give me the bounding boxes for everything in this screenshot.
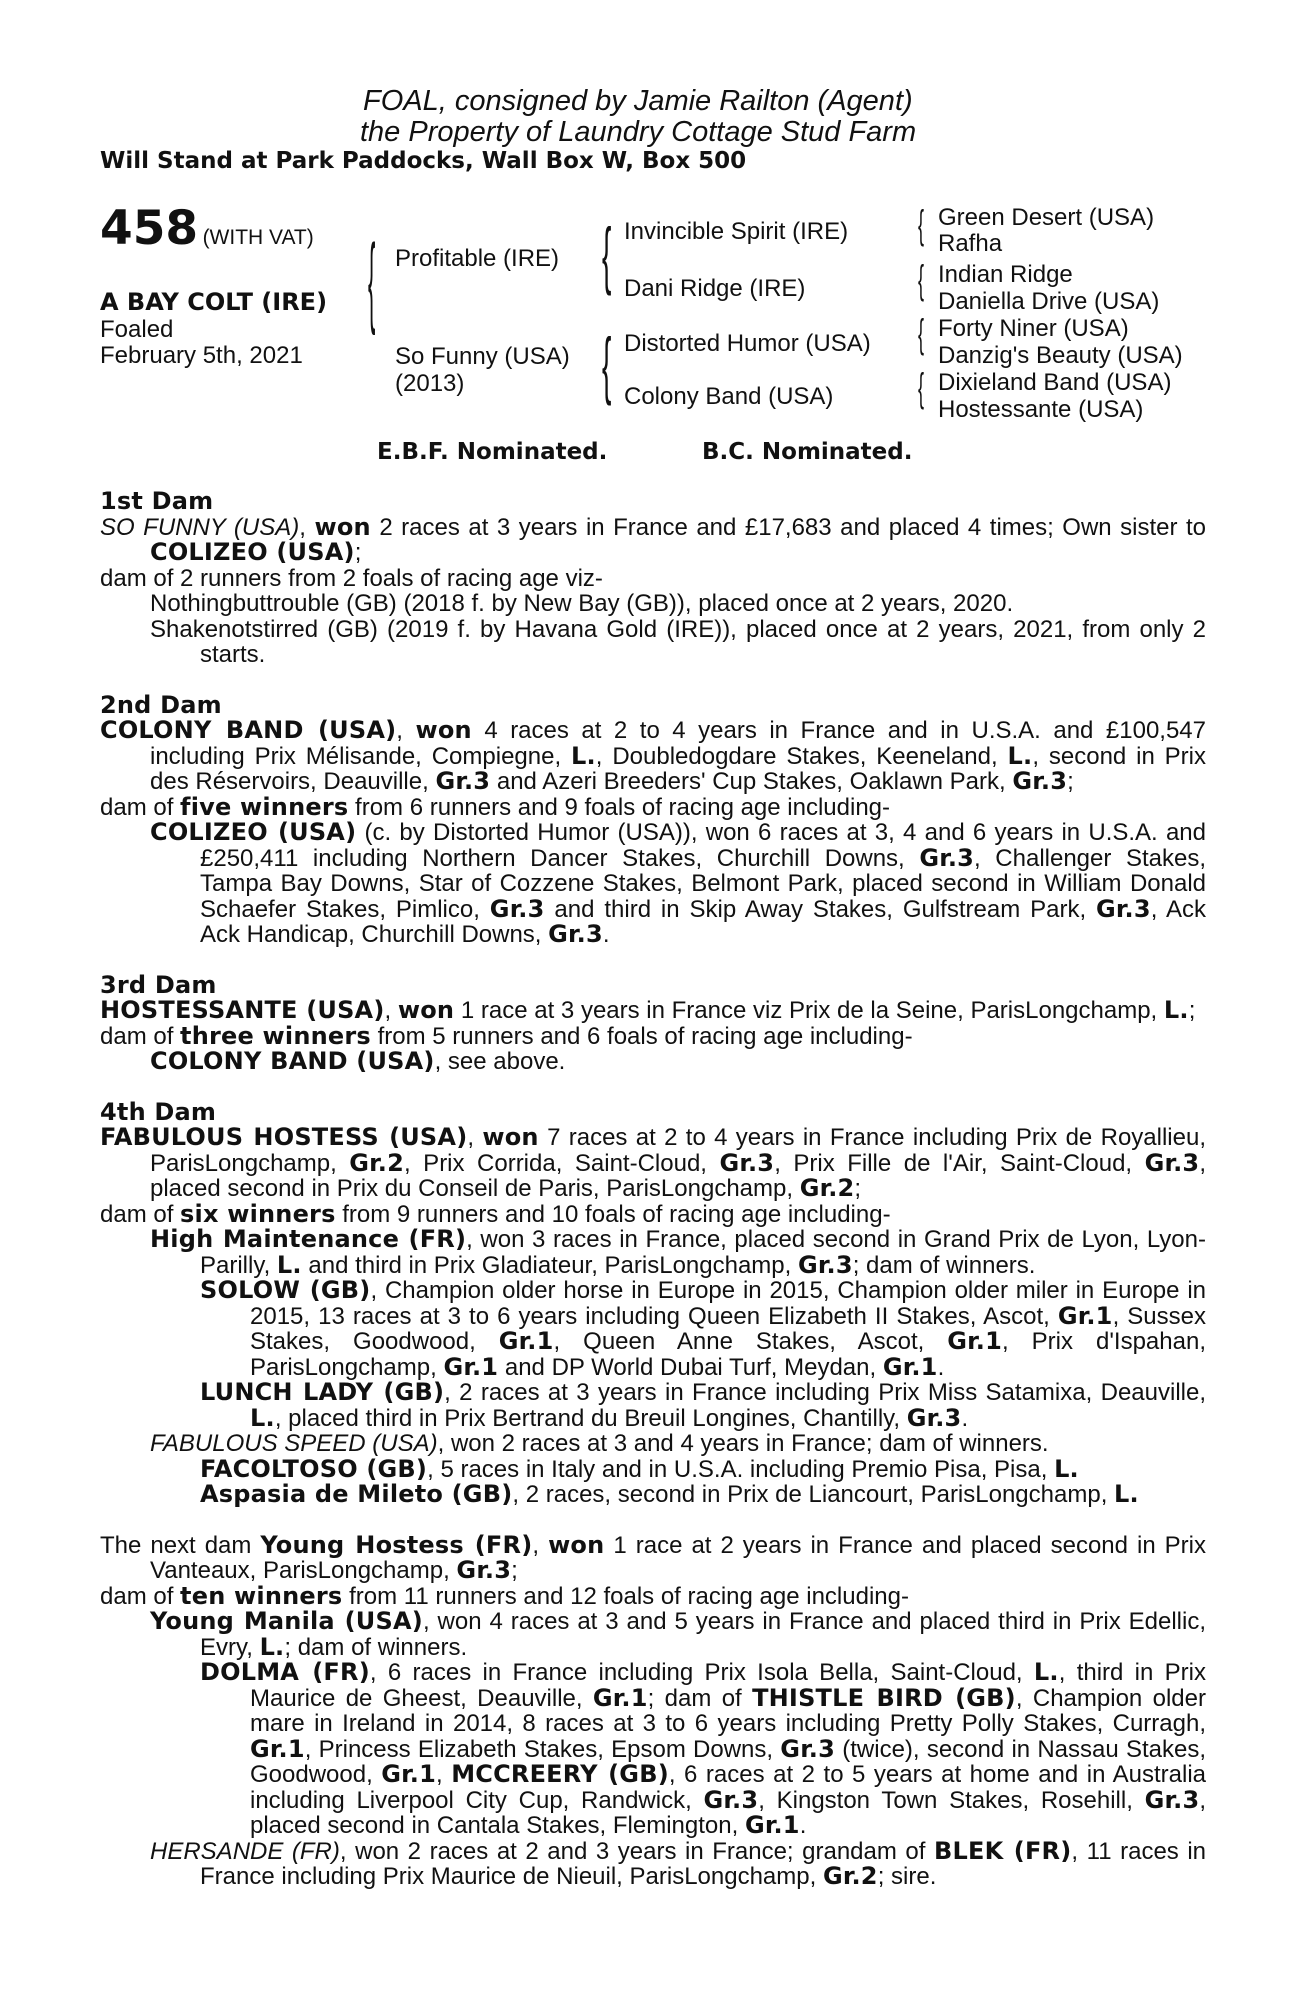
offspring-line: COLIZEO (USA) (c. by Distorted Humor (USA)), won 6 races at 3, 4 and 6 years in U.S.A. and £250,411 including Northern Dancer Stakes, Churchill Downs, Gr.3, Challenger Stakes, Tampa Bay Downs, Star of Cozzene Stakes, Belmont Park, placed second in William Donald Schaefer Stakes, Pimlico, Gr.3 and third in Skip Away Stakes, Gulfstream Park, Gr.3, Ack Ack Handicap, Churchill Downs, Gr.3.: [150, 818, 1207, 948]
granddam-1: Rafha: [938, 230, 1003, 257]
third-dam-section: [100, 970, 1206, 1075]
offspring-line: Young Manila (USA), won 4 races at 3 and 5 years in France and placed third in Prix Edellic, Evry, L.; dam of winners.: [150, 1607, 1206, 1661]
pedigree-brace-dam: {: [602, 323, 612, 406]
section-heading: 4th Dam: [100, 1097, 217, 1126]
offspring-line: LUNCH LADY (GB), 2 races at 3 years in France including Prix Miss Satamixa, Deauville, L., placed third in Prix Bertrand du Breuil Longines, Chantilly, Gr.3.: [200, 1378, 1206, 1432]
grandsire-4: Dixieland Band (USA): [938, 369, 1172, 396]
grandsire-2: Indian Ridge: [938, 261, 1073, 288]
sire-sire: Invincible Spirit (IRE): [624, 218, 849, 245]
offspring-line: Aspasia de Mileto (GB), 2 races, second in Prix de Liancourt, ParisLongchamp, L.: [200, 1480, 1139, 1508]
pedigree-brace-g34: {: [918, 258, 925, 302]
dam-name: COLONY BAND (USA): [100, 716, 397, 744]
dam-paragraph: HOSTESSANTE (USA), won 1 race at 3 years in France viz Prix de la Seine, ParisLongchamp, L.;: [100, 996, 1196, 1024]
offspring-line: COLONY BAND (USA), see above.: [150, 1047, 566, 1075]
second-dam-section: [100, 690, 1207, 948]
section-heading: 2nd Dam: [100, 690, 222, 719]
property-line: the Property of Laundry Cottage Stud Farm: [360, 116, 917, 148]
lot-description: A BAY COLT (IRE): [100, 288, 328, 316]
granddam-4: Hostessante (USA): [938, 396, 1144, 423]
dam-year: (2013): [395, 370, 465, 397]
next-dam-section: [100, 1530, 1207, 1890]
offspring-line: FACOLTOSO (GB), 5 races in Italy and in U.S.A. including Premio Pisa, Pisa, L.: [200, 1454, 1079, 1483]
vat-label: (WITH VAT): [202, 226, 314, 249]
foaled-date: February 5th, 2021: [100, 342, 303, 369]
dam-of-line: dam of ten winners from 11 runners and 12 foals of racing age including-: [100, 1581, 909, 1610]
ebf-nominated: E.B.F. Nominated.: [377, 439, 608, 465]
dam-of-line: dam of 2 runners from 2 foals of racing age viz-: [100, 564, 603, 592]
fourth-dam-section: [100, 1097, 1206, 1508]
consignor-line: FOAL, consigned by Jamie Railton (Agent): [363, 85, 913, 117]
offspring-line: Nothingbuttrouble (GB) (2018 f. by New Bay (GB)), placed once at 2 years, 2020.: [150, 590, 1014, 617]
pedigree-brace-sire: {: [602, 213, 612, 296]
dam-paragraph: SO FUNNY (USA), won 2 races at 3 years in France and £17,683 and placed 4 times; Own sister to COLIZEO (USA);: [100, 512, 1207, 566]
pedigree-brace-g12: {: [918, 203, 925, 247]
sibling-name: COLIZEO (USA): [150, 538, 355, 566]
dam-name: SO FUNNY (USA): [100, 513, 300, 541]
bc-nominated: B.C. Nominated.: [702, 439, 913, 465]
grandsire-1: Green Desert (USA): [938, 204, 1155, 231]
offspring-line: HERSANDE (FR), won 2 races at 2 and 3 years in France; grandam of BLEK (FR), 11 races in France including Prix Maurice de Nieuil, ParisLongchamp, Gr.2; sire.: [150, 1836, 1207, 1890]
dam-paragraph: COLONY BAND (USA), won 4 races at 2 to 4 years in France and in U.S.A. and £100,547 including Prix Mélisande, Compiegne, L., Doubledogdare Stakes, Keeneland, L., second in Prix des Réservoirs, Deauville, Gr.3 and Azeri Breeders' Cup Stakes, Oaklawn Park, Gr.3;: [100, 716, 1206, 795]
dam-name: FABULOUS HOSTESS (USA): [100, 1123, 468, 1151]
offspring-line: Shakenotstirred (GB) (2019 f. by Havana Gold (IRE)), placed once at 2 years, 2021, from only 2 starts.: [150, 615, 1206, 668]
dam-dam: Colony Band (USA): [624, 383, 834, 410]
offspring-line: DOLMA (FR), 6 races in France including Prix Isola Bella, Saint-Cloud, L., third in Prix Maurice de Gheest, Deauville, Gr.1; dam of THISTLE BIRD (GB), Champion older mare in Ireland in 2014, 8 races at 3 to 6 years including Pretty Polly Stakes, Curragh, Gr.1, Princess Elizabeth Stakes, Epsom Downs, Gr.3 (twice), second in Nassau Stakes, Goodwood, Gr.1, MCCREERY (GB), 6 races at 2 to 5 years at home and in Australia including Liverpool City Cup, Randwick, Gr.3, Kingston Town Stakes, Rosehill, Gr.3, placed second in Cantala Stakes, Flemington, Gr.1.: [200, 1658, 1207, 1839]
offspring-line: SOLOW (GB), Champion older horse in Europe in 2015, Champion older miler in Europe in 2015, 13 races at 3 to 6 years including Queen Elizabeth II Stakes, Ascot, Gr.1, Sussex Stakes, Goodwood, Gr.1, Queen Anne Stakes, Ascot, Gr.1, Prix d'Ispahan, ParisLongchamp, Gr.1 and DP World Dubai Turf, Meydan, Gr.1.: [200, 1276, 1206, 1381]
dam-name: Young Hostess (FR): [260, 1530, 533, 1559]
pedigree-brace-g56: {: [918, 312, 925, 356]
granddam-3: Danzig's Beauty (USA): [938, 342, 1183, 369]
offspring-line: High Maintenance (FR), won 3 races in France, placed second in Grand Prix de Lyon, Lyon-Parilly, L. and third in Prix Gladiateur, ParisLongchamp, Gr.3; dam of winners.: [150, 1225, 1206, 1279]
dam-sire: Distorted Humor (USA): [624, 330, 871, 357]
sire-dam: Dani Ridge (IRE): [624, 275, 806, 302]
stand-line: Will Stand at Park Paddocks, Wall Box W, Box 500: [100, 148, 747, 174]
dam-paragraph: The next dam Young Hostess (FR), won 1 race at 2 years in France and placed second in Prix Vanteaux, ParisLongchamp, Gr.3;: [100, 1530, 1206, 1584]
dam-name: So Funny (USA): [395, 343, 570, 370]
dam-of-line: dam of five winners from 6 runners and 9 foals of racing age including-: [100, 792, 891, 821]
section-heading: 1st Dam: [100, 487, 214, 515]
foaled-label: Foaled: [100, 316, 174, 343]
pedigree-brace-main: {: [368, 224, 376, 336]
offspring-line: FABULOUS SPEED (USA), won 2 races at 3 and 4 years in France; dam of winners.: [150, 1430, 1049, 1457]
section-heading: 3rd Dam: [100, 970, 217, 999]
lot-number: 458: [100, 201, 199, 256]
sire-name: Profitable (IRE): [395, 245, 560, 272]
dam-paragraph: FABULOUS HOSTESS (USA), won 7 races at 2 to 4 years in France including Prix de Royallieu, ParisLongchamp, Gr.2, Prix Corrida, Saint-Cloud, Gr.3, Prix Fille de l'Air, Saint-Cloud, Gr.3, placed second in Prix du Conseil de Paris, ParisLongchamp, Gr.2;: [100, 1123, 1206, 1202]
catalogue-body: [100, 489, 1206, 1890]
dam-name: HOSTESSANTE (USA): [100, 996, 385, 1024]
granddam-2: Daniella Drive (USA): [938, 288, 1160, 315]
lot-number-block: [100, 201, 314, 256]
dam-of-line: dam of six winners from 9 runners and 10 foals of racing age including-: [100, 1199, 891, 1228]
first-dam-section: [100, 489, 1206, 668]
dam-of-line: dam of three winners from 5 runners and 6 foals of racing age including-: [100, 1021, 913, 1050]
pedigree-brace-g78: {: [918, 366, 925, 410]
grandsire-3: Forty Niner (USA): [938, 315, 1129, 342]
